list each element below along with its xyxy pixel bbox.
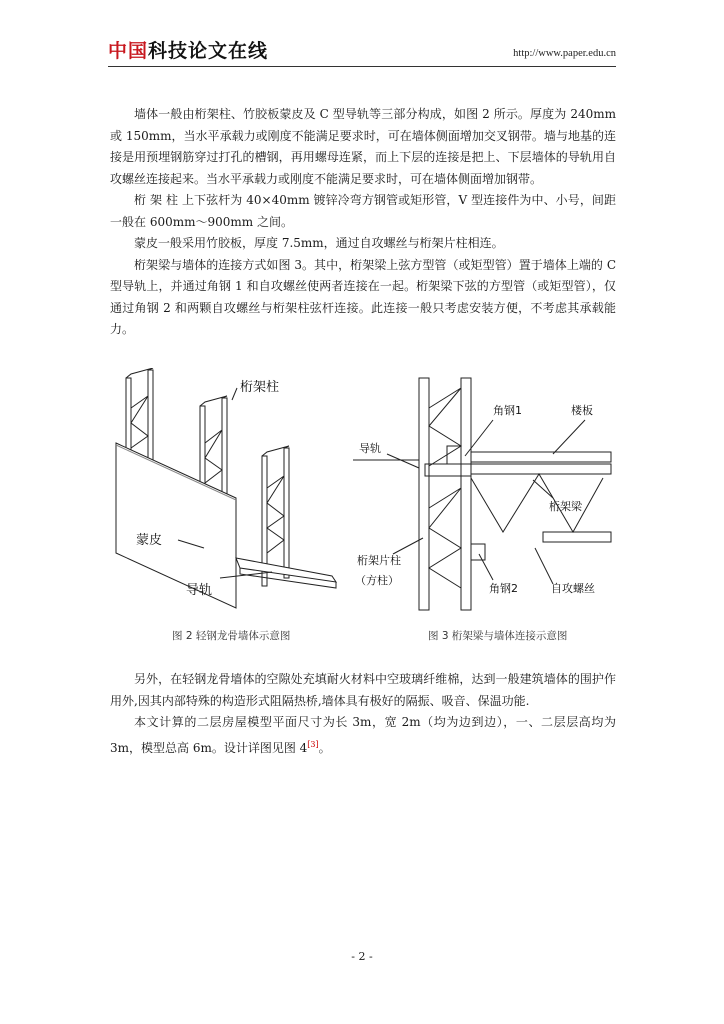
c-rail (425, 464, 471, 476)
fig2-label-skin: 蒙皮 (136, 533, 163, 548)
paragraph: 墙体一般由桁架柱、竹胶板蒙皮及 C 型导轨等三部分构成，如图 2 所示。厚度为 240mm 或 150mm，当水平承载力或刚度不能满足要求时，可在墙体侧面增加交叉钢带。墙与地基的连接是用预埋钢筋穿过打孔的槽钢，再用螺母连紧，而上下层的连接是把上、下层墙体的导轨用自攻螺丝连接起来。当水平承载力或刚度不能满足要求时，可在墙体侧面增加钢带。 (110, 107, 616, 186)
column-chord (419, 378, 429, 610)
fig2-label-rail: 导轨 (186, 583, 213, 598)
angle-2 (471, 544, 485, 560)
paragraph: 另外，在轻钢龙骨墙体的空隙处充填耐火材料中空玻璃纤维棉，达到一般建筑墙体的围护作用外,因其内部特殊的构造形式阻隔热桥,墙体具有极好的隔振、吸音、保温功能. (110, 672, 616, 708)
fig3-label-truss-beam: 桁架梁 (549, 500, 582, 513)
page-header (108, 40, 616, 67)
fig3-label-truss-column: 桁架片柱 (357, 554, 401, 567)
page-number: - 2 - (351, 950, 373, 963)
fig3-label-rail: 导轨 (359, 442, 381, 455)
site-url[interactable]: http://www.paper.edu.cn (513, 48, 616, 59)
truss-column-web (131, 396, 148, 448)
column-chord (461, 378, 471, 610)
paragraph: 桁架梁与墙体的连接方式如图 3。其中，桁架梁上弦方型管（或矩型管）置于墙体上端的 C 型导轨上，并通过角钢 1 和自攻螺丝使两者连接在一起。桁架梁下弦的方型管（或矩型管），仅通过角钢 2 和两颗自攻螺丝与桁架柱弦杆连接。此连接一般只考虑安装方便，不考虑其承载能力。 (110, 257, 616, 336)
floor-slab (471, 452, 611, 462)
fig3-label-square-column: （方柱） (355, 574, 399, 587)
figure-3-connection-diagram (353, 368, 618, 618)
body-section-bottom (110, 669, 616, 759)
site-logo[interactable] (108, 40, 268, 62)
truss-column-web (205, 430, 222, 483)
fig2-label-truss-column: 桁架柱 (240, 380, 280, 395)
truss-beam-top-chord (471, 464, 611, 474)
angle-1 (447, 446, 461, 464)
figure-3-caption: 图 3 桁架梁与墙体连接示意图 (428, 630, 568, 642)
paragraph-end: 。 (318, 740, 331, 755)
column-web (429, 488, 461, 588)
citation-link[interactable]: [3] (307, 739, 319, 749)
figure-2-caption: 图 2 轻钢龙骨墙体示意图 (172, 630, 291, 642)
figure-2-wall-diagram (112, 368, 350, 618)
truss-column-chord (284, 448, 289, 578)
paragraph-with-citation (110, 712, 616, 759)
paragraph: 蒙皮一般采用竹胶板，厚度 7.5mm，通过自攻螺丝与桁架片柱相连。 (134, 236, 504, 250)
paragraph-text: 本文计算的二层房屋模型平面尺寸为长 3m，宽 2m（均为边到边），一、二层层高均为 3m，模型总高 6m。设计详图见图 4 (110, 715, 616, 755)
fig3-label-angle1: 角钢1 (493, 404, 522, 417)
truss-column-web (267, 476, 284, 553)
body-section-top (110, 104, 616, 341)
paragraph: 桁 架 柱 上下弦杆为 40×40mm 镀锌冷弯方钢管或矩形管，V 型连接件为中、小号，间距一般在 600mm～900mm 之间。 (110, 193, 616, 229)
logo-black-text: 科技论文在线 (148, 40, 269, 62)
logo-red-text: 中国 (108, 40, 149, 62)
truss-beam-web (471, 474, 603, 532)
fig3-label-screw: 自攻螺丝 (551, 582, 595, 595)
truss-beam-bottom-chord (543, 532, 611, 542)
fig3-label-angle2: 角钢2 (489, 582, 518, 595)
fig3-label-floor-slab: 楼板 (571, 404, 593, 417)
column-web (429, 388, 461, 466)
